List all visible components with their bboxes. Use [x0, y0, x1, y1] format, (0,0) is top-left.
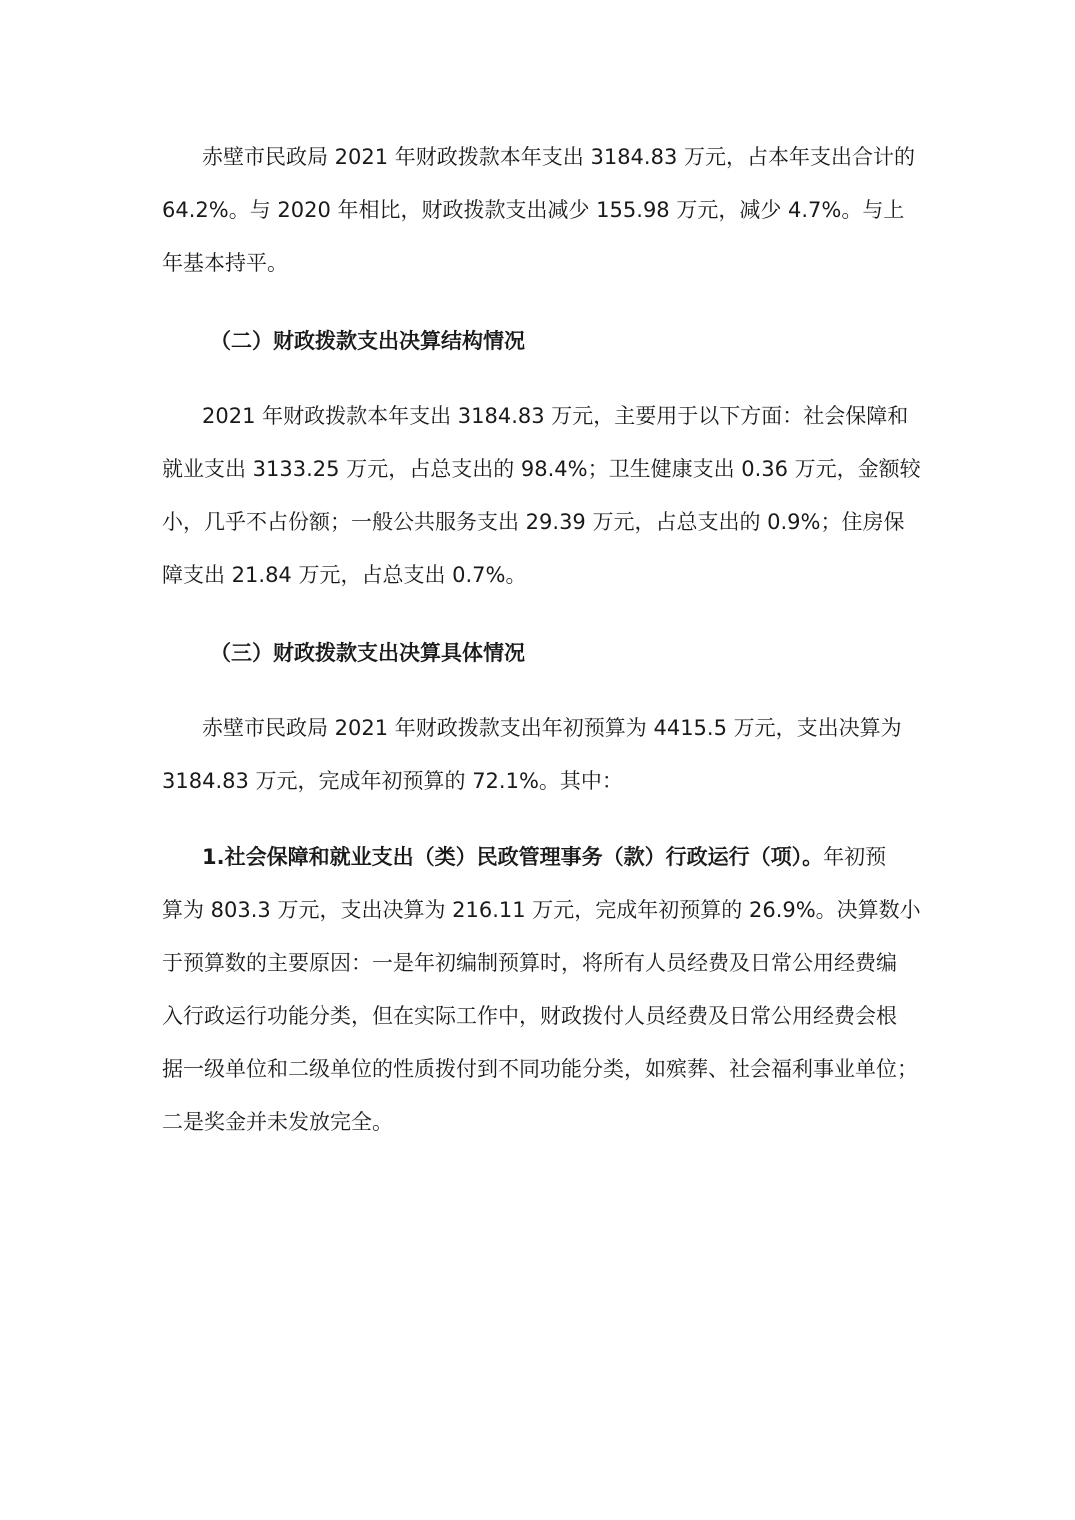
paragraph-line-first [162, 831, 922, 884]
paragraph-line: 年基本持平。 [162, 251, 288, 275]
paragraph-line: 64.2%。与 2020 年相比，财政拨款支出减少 155.98 万元，减少 4.7%。与上 [162, 198, 905, 222]
paragraph-line: 就业支出 3133.25 万元，占总支出的 98.4%；卫生健康支出 0.36 万元，金额较 [162, 457, 921, 481]
paragraph-item-1 [162, 831, 922, 1149]
item-1-text: 年初预 [823, 845, 887, 869]
paragraph-line: 障支出 21.84 万元，占总支出 0.7%。 [162, 563, 527, 587]
paragraph-budget-completion [162, 702, 922, 808]
paragraph-line: 赤壁市民政局 2021 年财政拨款支出年初预算为 4415.5 万元，支出决算为 [202, 716, 902, 740]
item-1-title: 1.社会保障和就业支出（类）民政管理事务（款）行政运行（项）。 [202, 845, 824, 869]
paragraph-line: 二是奖金并未发放完全。 [162, 1110, 393, 1134]
paragraph-expenditure-structure [162, 390, 922, 602]
paragraph-line: 赤壁市民政局 2021 年财政拨款本年支出 3184.83 万元，占本年支出合计的 [202, 145, 915, 169]
paragraph-line: 2021 年财政拨款本年支出 3184.83 万元，主要用于以下方面：社会保障和 [202, 404, 909, 428]
paragraph-line: 小，几乎不占份额；一般公共服务支出 29.39 万元，占总支出的 0.9%；住房保 [162, 510, 905, 534]
section-heading-details: （三）财政拨款支出决算具体情况 [210, 641, 525, 665]
paragraph-fiscal-expenditure-summary [162, 131, 922, 290]
section-heading-structure: （二）财政拨款支出决算结构情况 [210, 329, 525, 353]
paragraph-line: 据一级单位和二级单位的性质拨付到不同功能分类，如殡葬、社会福利事业单位； [162, 1057, 918, 1081]
paragraph-line: 于预算数的主要原因：一是年初编制预算时，将所有人员经费及日常公用经费编 [162, 951, 897, 975]
paragraph-line: 3184.83 万元，完成年初预算的 72.1%。其中： [162, 769, 623, 793]
paragraph-line: 算为 803.3 万元，支出决算为 216.11 万元，完成年初预算的 26.9%。决算数小 [162, 898, 921, 922]
paragraph-line: 入行政运行功能分类，但在实际工作中，财政拨付人员经费及日常公用经费会根 [162, 1004, 897, 1028]
